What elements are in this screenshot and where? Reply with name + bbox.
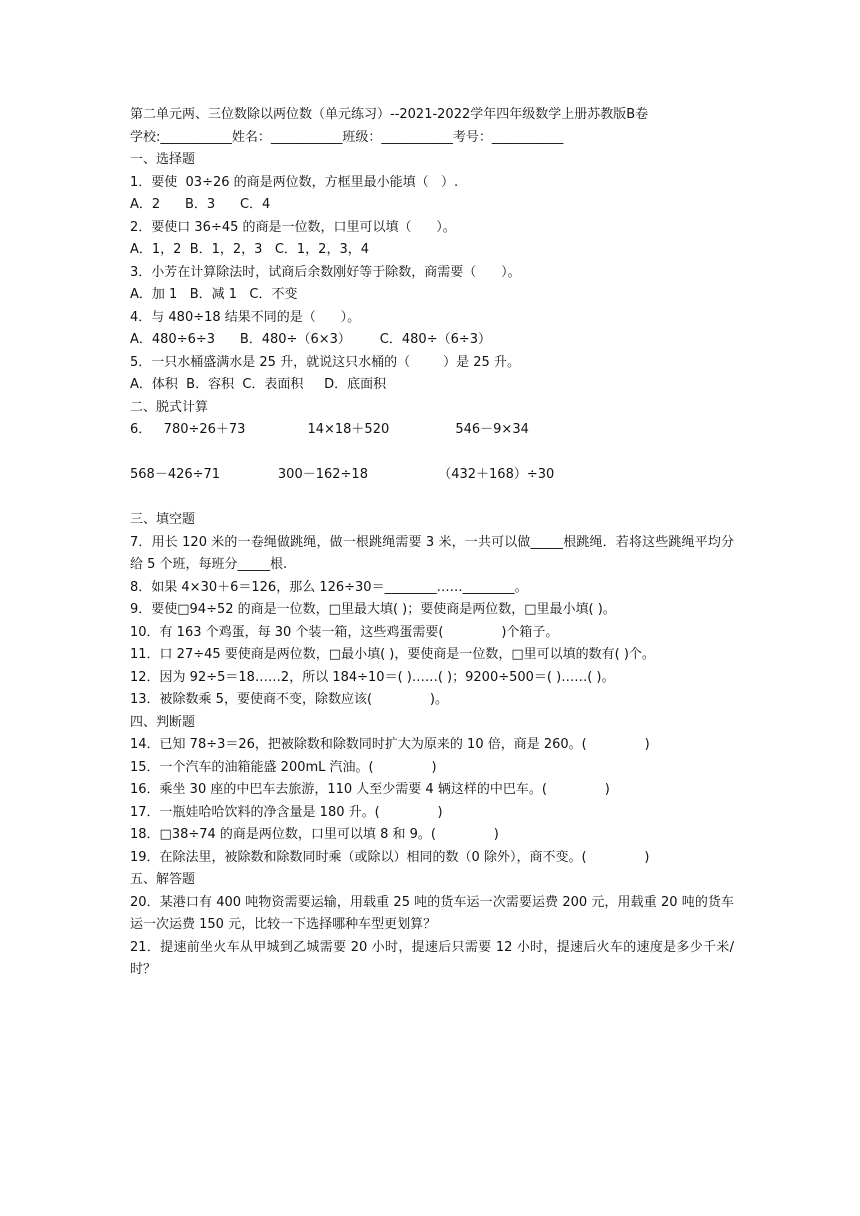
section-heading-fill-in: 三、填空题 [130,512,196,527]
question-10: 10．有 163 个鸡蛋，每 30 个装一箱，这些鸡蛋需要( )个箱子。 [130,624,559,640]
blank-space [130,487,734,510]
section-heading-word-problems: 五、解答题 [130,872,196,887]
question-3-options: A．加 1 B．减 1 C．不变 [130,287,298,302]
question-6-row-1: 6． 780÷26＋73 14×18＋520 546－9×34 [130,422,529,437]
student-info-line: 学校:___________姓名：___________班级：___________考号：___________ [130,129,564,145]
question-16: 16．乘坐 30 座的中巴车去旅游，110 人至少需要 4 辆这样的中巴车。( ) [130,782,610,797]
worksheet-page [130,104,734,982]
question-19: 19．在除法里，被除数和除数同时乘（或除以）相同的数（0 除外），商不变。( ) [130,849,650,865]
question-6-row-2: 568－426÷71 300－162÷18 （432＋168）÷30 [130,467,555,482]
question-7: 7．用长 120 米的一卷绳做跳绳，做一根跳绳需要 3 米，一共可以做_____根跳绳．若将这些跳绳平均分给 5 个班，每班分_____根. [130,534,734,572]
question-2: 2．要使口 36÷45 的商是一位数，口里可以填（ ）。 [130,219,456,235]
section-heading-calculation: 二、脱式计算 [130,399,209,415]
question-15: 15．一个汽车的油箱能盛 200mL 汽油。( ) [130,759,437,775]
document-title: 第二单元两、三位数除以两位数（单元练习）--2021-2022学年四年级数学上册苏教版B卷 [130,107,649,122]
question-5-options: A．体积 B．容积 C．表面积 D．底面积 [130,377,387,392]
question-12: 12．因为 92÷5＝18……2，所以 184÷10＝( )……( )；9200÷500＝( )……( )。 [130,669,615,685]
question-17: 17．一瓶娃哈哈饮料的净含量是 180 升。( ) [130,804,443,820]
question-9: 9．要使□94÷52 的商是一位数，□里最大填( )；要使商是两位数，□里最小填( )。 [130,602,616,617]
question-1-options: A．2 B．3 C．4 [130,197,271,212]
section-heading-choice: 一、选择题 [130,152,196,167]
question-3: 3．小芳在计算除法时，试商后余数刚好等于除数，商需要（ ）。 [130,264,521,280]
question-14: 14．已知 78÷3＝26，把被除数和除数同时扩大为原来的 10 倍，商是 260。( ) [130,737,650,752]
question-13: 13．被除数乘 5，要使商不变，除数应该( )。 [130,692,448,707]
blank-space [130,442,734,465]
question-8: 8．如果 4×30＋6＝126，那么 126÷30＝________……________。 [130,579,528,595]
question-18: 18．□38÷74 的商是两位数，口里可以填 8 和 9。( ) [130,827,499,842]
question-4: 4．与 480÷18 结果不同的是（ ）。 [130,309,361,325]
section-heading-true-false: 四、判断题 [130,714,196,730]
question-11: 11．口 27÷45 要使商是两位数，□最小填( )，要使商是一位数，□里可以填的数有( )个。 [130,647,655,662]
question-2-options: A．1，2 B．1，2，3 C．1，2，3，4 [130,242,369,257]
question-21: 21．提速前坐火车从甲城到乙城需要 20 小时，提速后只需要 12 小时，提速后火车的速度是多少千米/时？ [130,939,734,977]
question-1: 1．要使 03÷26 的商是两位数，方框里最小能填（ ）. [130,174,459,190]
question-4-options: A．480÷6÷3 B．480÷（6×3） C．480÷（6÷3） [130,332,492,347]
question-5: 5．一只水桶盛满水是 25 升，就说这只水桶的（ ）是 25 升。 [130,354,520,370]
question-20: 20．某港口有 400 吨物资需要运输，用载重 25 吨的货车运一次需要运费 200 元，用载重 20 吨的货车运一次运费 150 元，比较一下选择哪种车型更划算？ [130,894,734,932]
